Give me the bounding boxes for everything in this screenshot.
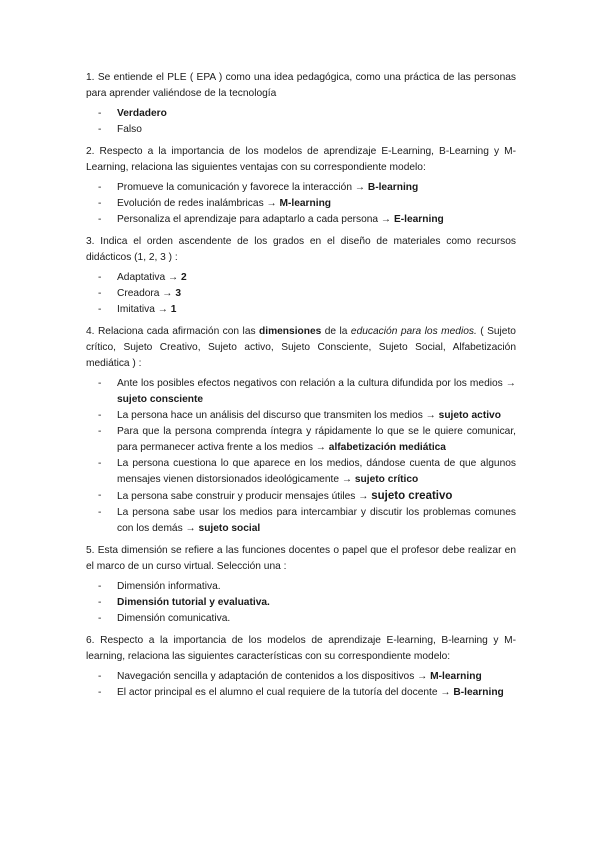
list-item <box>86 302 516 318</box>
item-answer: sujeto consciente <box>117 394 204 405</box>
option-text: Verdadero <box>117 108 167 119</box>
dash-bullet: - <box>98 458 102 469</box>
option-text: Dimensión comunicativa. <box>117 613 231 624</box>
option-item <box>86 122 516 138</box>
list-item <box>86 212 516 228</box>
dash-bullet: - <box>98 613 102 624</box>
item-answer: M-learning <box>430 671 482 682</box>
dash-bullet: - <box>98 108 102 119</box>
question-4-prefix: 4. Relaciona cada afirmación con las <box>86 326 260 337</box>
item-text: Imitativa → <box>117 304 171 315</box>
dash-bullet: - <box>98 687 102 698</box>
question-4-bold: dimensiones <box>259 326 322 337</box>
item-answer: alfabetización mediática <box>328 442 446 453</box>
item-text: La persona sabe construir y producir mensajes útiles → <box>117 491 372 502</box>
item-answer: sujeto crítico <box>354 474 419 485</box>
item-answer: sujeto social <box>198 523 261 534</box>
item-answer: 2 <box>181 272 187 283</box>
option-item <box>86 579 516 595</box>
item-answer: E-learning <box>393 214 444 225</box>
item-answer: 1 <box>170 304 177 315</box>
question-4-italic: educación para los medios. <box>350 326 477 337</box>
item-answer: M-learning <box>279 198 332 209</box>
list-item <box>86 180 516 196</box>
item-text: Creadora → <box>117 288 176 299</box>
dash-bullet: - <box>98 124 102 135</box>
question-1: 1. Se entiende el PLE ( EPA ) como una idea pedagógica, como una práctica de las personas para aprender valiéndose de la tecnología <box>86 72 516 99</box>
dash-bullet: - <box>98 288 102 299</box>
option-text: Dimensión informativa. <box>117 581 221 592</box>
list-item <box>86 456 516 488</box>
dash-bullet: - <box>98 410 102 421</box>
dash-bullet: - <box>98 378 102 389</box>
question-3: 3. Indica el orden ascendente de los grados en el diseño de materiales como recursos didácticos (1, 2, 3 ) : <box>86 236 516 263</box>
dash-bullet: - <box>98 581 102 592</box>
option-item <box>86 595 516 611</box>
question-5: 5. Esta dimensión se refiere a las funciones docentes o papel que el profesor debe realizar en el marco de un curso virtual. Selección una : <box>86 545 516 572</box>
list-item <box>86 376 516 408</box>
dash-bullet: - <box>98 304 102 315</box>
list-item <box>86 270 516 286</box>
item-text: Evolución de redes inalámbricas → <box>117 198 280 209</box>
question-2-items <box>86 180 516 228</box>
option-item <box>86 106 516 122</box>
item-text: Promueve la comunicación y favorece la interacción → <box>117 182 368 193</box>
list-item <box>86 196 516 212</box>
list-item <box>86 286 516 302</box>
question-4-items <box>86 376 516 537</box>
question-3-items <box>86 270 516 318</box>
question-5-options <box>86 579 516 627</box>
question-4-middle: de la <box>321 326 351 337</box>
dash-bullet: - <box>98 198 102 209</box>
option-text: Dimensión tutorial y evaluativa. <box>117 597 270 608</box>
list-item <box>86 408 516 424</box>
dash-bullet: - <box>98 272 102 283</box>
list-item <box>86 505 516 537</box>
question-4 <box>86 324 516 372</box>
document-page <box>86 70 516 707</box>
dash-bullet: - <box>98 426 102 437</box>
item-answer: B-learning <box>453 687 504 698</box>
item-text: La persona cuestiona lo que aparece en los medios, dándose cuenta de que algunos mensajes vienen distorsionados ideológicamente → <box>117 458 516 485</box>
item-text: El actor principal es el alumno el cual requiere de la tutoría del docente → <box>117 687 454 698</box>
item-text: La persona sabe usar los medios para intercambiar y discutir los problemas comunes con los demás → <box>117 507 516 534</box>
item-text: Ante los posibles efectos negativos con relación a la cultura difundida por los medios → <box>117 378 516 389</box>
dash-bullet: - <box>98 671 102 682</box>
list-item <box>86 488 516 505</box>
question-6-items <box>86 669 516 701</box>
dash-bullet: - <box>98 214 102 225</box>
item-text: Navegación sencilla y adaptación de contenidos a los dispositivos → <box>117 671 431 682</box>
dash-bullet: - <box>98 507 102 518</box>
item-answer: sujeto activo <box>438 410 501 421</box>
item-text: Personaliza el aprendizaje para adaptarlo a cada persona → <box>117 214 394 225</box>
list-item <box>86 669 516 685</box>
item-text: Adaptativa → <box>117 272 181 283</box>
question-6: 6. Respecto a la importancia de los modelos de aprendizaje E-learning, B-learning y M-learning, relaciona las siguientes características con su correspondiente modelo: <box>86 635 516 662</box>
dash-bullet: - <box>98 490 102 501</box>
dash-bullet: - <box>98 182 102 193</box>
dash-bullet: - <box>98 597 102 608</box>
list-item <box>86 685 516 701</box>
item-text: Para que la persona comprenda íntegra y rápidamente lo que se le quiere comunicar, para permanecer activa frente a los medios → <box>117 426 516 453</box>
item-answer: 3 <box>175 288 181 299</box>
question-2: 2. Respecto a la importancia de los modelos de aprendizaje E-Learning, B-Learning y M-Learning, relaciona las siguientes ventajas con su correspondiente modelo: <box>86 146 516 173</box>
item-answer: sujeto creativo <box>371 490 453 502</box>
question-4-suffix: ( Sujeto crítico, Sujeto Creativo, Sujeto activo, Sujeto Consciente, Sujeto Social, Alfabetización mediática ) : <box>86 326 516 369</box>
list-item <box>86 424 516 456</box>
option-item <box>86 611 516 627</box>
item-answer: B-learning <box>367 182 419 193</box>
question-1-options <box>86 106 516 138</box>
item-text: La persona hace un análisis del discurso que transmiten los medios → <box>117 410 439 421</box>
option-text: Falso <box>117 124 142 135</box>
